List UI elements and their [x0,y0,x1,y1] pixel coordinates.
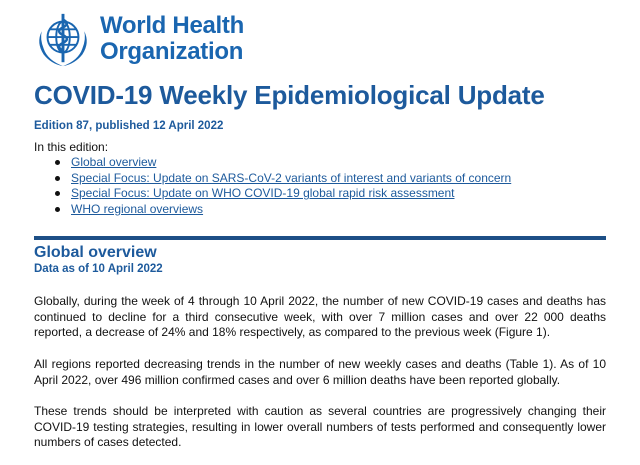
toc-link-risk-assessment[interactable]: Special Focus: Update on WHO COVID-19 global rapid risk assessment [71,186,455,200]
toc-item [55,171,511,187]
edition-info: Edition 87, published 12 April 2022 [34,120,224,132]
paragraph: These trends should be interpreted with caution as several countries are progressively changing their COVID-19 testing strategies, resulting in lower overall numbers of tests performed and consequently lower numbers of cases detected. [34,404,606,449]
section-title: Global overview [34,244,157,261]
toc-link-global-overview[interactable]: Global overview [71,155,157,169]
bullet-icon [55,160,60,165]
bullet-icon [55,191,60,196]
org-name-line1: World Health [100,12,244,39]
bullet-icon [55,176,60,181]
paragraph: All regions reported decreasing trends in the number of new weekly cases and deaths (Table 1). As of 10 April 2022, over 496 million confirmed cases and over 6 million deaths have been reported globally. [34,357,606,387]
who-emblem-icon [34,10,92,68]
toc-item [55,186,511,202]
org-name [100,13,244,65]
toc-item [55,202,511,218]
toc-label: In this edition: [34,140,109,154]
section-subtitle: Data as of 10 April 2022 [34,263,163,275]
who-logo [34,10,244,68]
org-name-line2: Organization [100,38,244,65]
toc-link-regional-overviews[interactable]: WHO regional overviews [71,201,204,216]
toc-link-variants[interactable]: Special Focus: Update on SARS-CoV-2 variants of interest and variants of concern [71,170,512,185]
section-divider [34,236,606,240]
bullet-icon [55,207,60,212]
toc-item [55,155,511,171]
paragraph: Globally, during the week of 4 through 10 April 2022, the number of new COVID-19 cases and deaths has continued to decline for a third consecutive week, with over 7 million cases and over 22 000 deaths reported, a decrease of 24% and 18% respectively, as compared to the previous week (Figure 1). [34,294,606,339]
table-of-contents [55,155,511,217]
page-title: COVID-19 Weekly Epidemiological Update [34,80,545,110]
